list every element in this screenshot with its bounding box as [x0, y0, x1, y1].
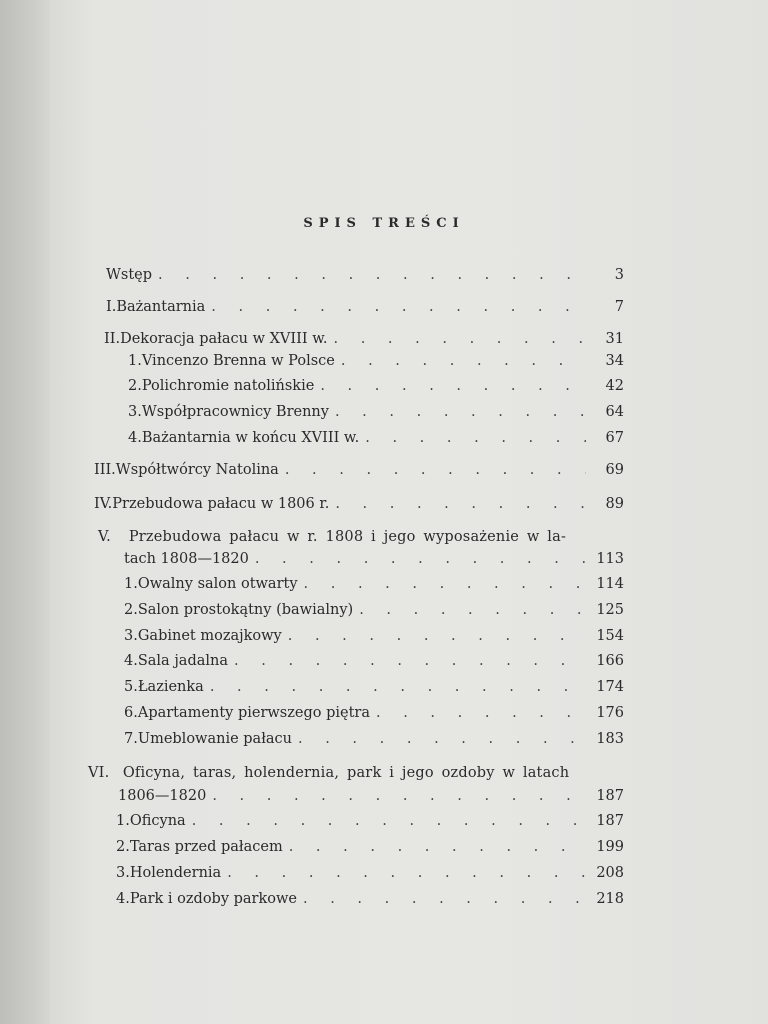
toc-entry-number: 3. — [124, 628, 138, 644]
toc-entry-label: Wstęp — [106, 267, 153, 283]
toc-entry-number: 2. — [116, 839, 130, 855]
toc-entry-page: 67 — [605, 430, 624, 446]
toc-entry-section — [124, 678, 624, 696]
toc-entry-section — [124, 652, 624, 670]
leader-dots — [289, 838, 586, 856]
leader-dots — [227, 864, 586, 882]
toc-entry-page: 174 — [596, 679, 624, 695]
leader-dots — [341, 352, 586, 370]
toc-entry-number: 5. — [124, 679, 138, 695]
toc-entry-section — [128, 403, 624, 421]
toc-entry-section — [128, 377, 624, 395]
toc-entry-continuation — [118, 787, 624, 805]
toc-entry-page: 176 — [596, 705, 624, 721]
toc-entry-label: Polichromie natolińskie — [141, 378, 315, 394]
toc-entry-label: Salon prostokątny (bawialny) — [137, 602, 354, 618]
leader-dots — [234, 652, 586, 670]
toc-entry-page: 208 — [596, 865, 624, 881]
toc-entry-page: 64 — [605, 404, 624, 420]
toc-entry-section — [116, 864, 624, 882]
toc-entry-section — [124, 730, 624, 748]
toc-entry-label: Taras przed pałacem — [129, 839, 283, 855]
toc-entry-number: 4. — [128, 430, 142, 446]
toc-entry-label: Holendernia — [129, 865, 222, 881]
toc-entry-page: 183 — [596, 731, 624, 747]
toc-entry-number: 2. — [128, 378, 142, 394]
toc-entry-chapter — [88, 764, 569, 782]
toc-entry-number: 3. — [128, 404, 142, 420]
leader-dots — [304, 575, 586, 593]
toc-entry-label: Przebudowa pałacu w 1806 r. — [112, 496, 330, 512]
toc-entry-number: 2. — [124, 602, 138, 618]
toc-entry-section — [124, 575, 624, 593]
toc-entry-label: Gabinet mozajkowy — [137, 628, 282, 644]
toc-entry-number: 4. — [116, 891, 130, 907]
toc-entry-label: 1806—1820 — [118, 788, 207, 804]
leader-dots — [303, 890, 586, 908]
leader-dots — [285, 461, 586, 479]
toc-entry-number: 7. — [124, 731, 138, 747]
toc-entry-chapter — [98, 528, 566, 546]
toc-entry-label: Bażantarnia — [116, 299, 206, 315]
toc-entry-number: VI. — [88, 765, 110, 781]
toc-entry-section — [128, 352, 624, 370]
toc-entry-page: 114 — [596, 576, 624, 592]
toc-entry-number: III. — [94, 462, 116, 478]
leader-dots — [158, 266, 586, 284]
toc-entry-label: Współpracownicy Brenny — [141, 404, 329, 420]
toc-entry-page: 166 — [596, 653, 624, 669]
toc-entry-label: Bażantarnia w końcu XVIII w. — [141, 430, 360, 446]
toc-entry-chapter — [94, 461, 624, 479]
toc-entry-section — [116, 812, 624, 830]
toc-entry-page: 199 — [596, 839, 624, 855]
leader-dots — [335, 403, 586, 421]
toc-entry-label: Przebudowa pałacu w r. 1808 i jego wyposażenie w la- — [128, 529, 567, 545]
toc-entry-number: 1. — [124, 576, 138, 592]
leader-dots — [192, 812, 586, 830]
toc-entry-page: 154 — [596, 628, 624, 644]
toc-entry-section — [124, 627, 624, 645]
toc-entry-page: 89 — [605, 496, 624, 512]
toc-entry-page: 113 — [596, 551, 624, 567]
toc-entry-number: 1. — [116, 813, 130, 829]
leader-dots — [211, 298, 586, 316]
toc-entry-label: Oficyna — [129, 813, 186, 829]
toc-entry-page: 42 — [605, 378, 624, 394]
leader-dots — [210, 678, 586, 696]
toc-entry-section — [124, 704, 624, 722]
toc-entry-section — [116, 838, 624, 856]
toc-entry-label: Umeblowanie pałacu — [137, 731, 292, 747]
toc-entry-section — [128, 429, 624, 447]
leader-dots — [365, 429, 586, 447]
toc-entry-label: tach 1808—1820 — [124, 551, 249, 567]
toc-entry-label: Apartamenty pierwszego piętra — [137, 705, 370, 721]
leader-dots — [359, 601, 586, 619]
toc-entry-number: 6. — [124, 705, 138, 721]
leader-dots — [212, 787, 586, 805]
toc-entry-chapter — [104, 330, 624, 348]
leader-dots — [288, 627, 586, 645]
leader-dots — [320, 377, 586, 395]
toc-entry-label: Dekoracja pałacu w XVIII w. — [120, 331, 328, 347]
leader-dots — [335, 495, 586, 513]
leader-dots — [334, 330, 587, 348]
toc-entry-number: I. — [106, 299, 117, 315]
toc-entry-number: IV. — [94, 496, 113, 512]
toc-entry-label: Vincenzo Brenna w Polsce — [141, 353, 335, 369]
toc-entry-label: Oficyna, taras, holendernia, park i jego ozdoby w latach — [122, 765, 570, 781]
toc-entry-page: 34 — [605, 353, 624, 369]
toc-entry-label: Park i ozdoby parkowe — [129, 891, 297, 907]
toc-entry-page: 3 — [614, 267, 624, 283]
toc-entry-page: 218 — [596, 891, 624, 907]
toc-entry-page: 7 — [614, 299, 624, 315]
toc-entry-page: 187 — [596, 788, 624, 804]
toc-entry-page: 125 — [596, 602, 624, 618]
page-title: SPIS TREŚCI — [303, 216, 465, 231]
toc-entry-number: V. — [98, 529, 111, 545]
toc-entry-page: 31 — [605, 331, 624, 347]
leader-dots — [376, 704, 586, 722]
toc-entry-number: 4. — [124, 653, 138, 669]
toc-entry-number: II. — [104, 331, 121, 347]
toc-entry-intro — [106, 266, 624, 284]
toc-entry-label: Współtwórcy Natolina — [115, 462, 279, 478]
toc-entry-page: 187 — [596, 813, 624, 829]
toc-entry-number: 3. — [116, 865, 130, 881]
toc-entry-continuation — [124, 550, 624, 568]
toc-entry-page: 69 — [605, 462, 624, 478]
toc-entry-label: Owalny salon otwarty — [137, 576, 298, 592]
toc-entry-label: Łazienka — [137, 679, 204, 695]
leader-dots — [255, 550, 586, 568]
toc-entry-number: 1. — [128, 353, 142, 369]
toc-entry-section — [124, 601, 624, 619]
toc-entry-label: Sala jadalna — [137, 653, 229, 669]
toc-entry-chapter — [94, 495, 624, 513]
toc-entry-section — [116, 890, 624, 908]
toc-entry-chapter — [106, 298, 624, 316]
leader-dots — [298, 730, 586, 748]
